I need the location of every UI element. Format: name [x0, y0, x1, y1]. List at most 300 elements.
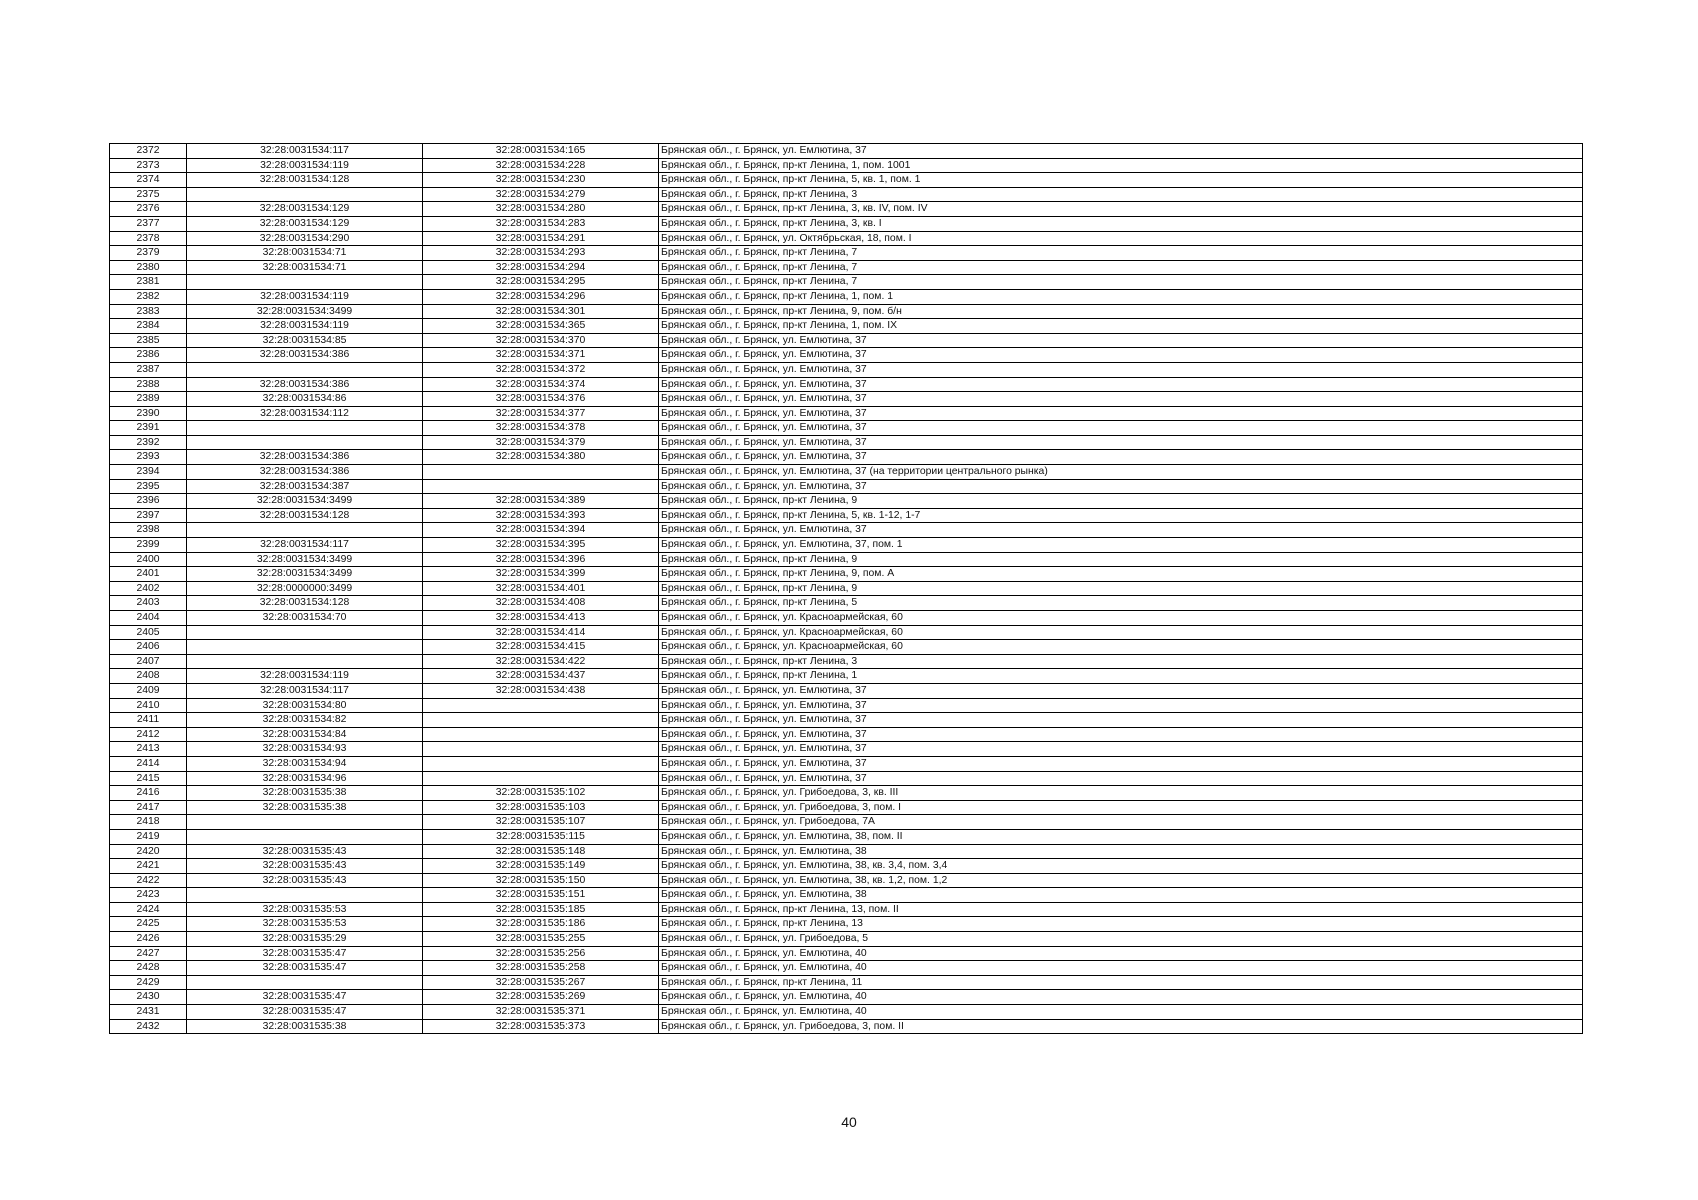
object-cadastral-cell: 32:28:0031534:396 — [423, 552, 659, 567]
land-cadastral-cell: 32:28:0031534:386 — [187, 377, 423, 392]
table-row — [110, 596, 1583, 611]
land-cadastral-cell: 32:28:0031535:38 — [187, 1019, 423, 1034]
table-row — [110, 377, 1583, 392]
address-cell: Брянская обл., г. Брянск, ул. Емлютина, 37 (на территории центрального рынка) — [659, 465, 1583, 480]
object-cadastral-cell: 32:28:0031534:165 — [423, 144, 659, 159]
land-cadastral-cell — [187, 829, 423, 844]
table-row — [110, 713, 1583, 728]
row-number-cell: 2413 — [110, 742, 187, 757]
row-number-cell: 2426 — [110, 932, 187, 947]
address-cell: Брянская обл., г. Брянск, пр-кт Ленина, 7 — [659, 246, 1583, 261]
object-cadastral-cell — [423, 698, 659, 713]
row-number-cell: 2400 — [110, 552, 187, 567]
land-cadastral-cell: 32:28:0031534:387 — [187, 479, 423, 494]
land-cadastral-cell: 32:28:0031534:386 — [187, 348, 423, 363]
table-row — [110, 844, 1583, 859]
table-row — [110, 362, 1583, 377]
address-cell: Брянская обл., г. Брянск, пр-кт Ленина, 7 — [659, 260, 1583, 275]
row-number-cell: 2392 — [110, 435, 187, 450]
table-row — [110, 392, 1583, 407]
address-cell: Брянская обл., г. Брянск, ул. Красноармейская, 60 — [659, 611, 1583, 626]
row-number-cell: 2405 — [110, 625, 187, 640]
address-cell: Брянская обл., г. Брянск, пр-кт Ленина, 9 — [659, 494, 1583, 509]
address-cell: Брянская обл., г. Брянск, ул. Емлютина, 37 — [659, 756, 1583, 771]
land-cadastral-cell: 32:28:0031535:43 — [187, 844, 423, 859]
table-row — [110, 961, 1583, 976]
object-cadastral-cell: 32:28:0031534:389 — [423, 494, 659, 509]
table-row — [110, 946, 1583, 961]
row-number-cell: 2417 — [110, 800, 187, 815]
row-number-cell: 2389 — [110, 392, 187, 407]
address-cell: Брянская обл., г. Брянск, пр-кт Ленина, 11 — [659, 975, 1583, 990]
land-cadastral-cell — [187, 640, 423, 655]
object-cadastral-cell: 32:28:0031535:107 — [423, 815, 659, 830]
land-cadastral-cell — [187, 975, 423, 990]
address-cell: Брянская обл., г. Брянск, пр-кт Ленина, 13 — [659, 917, 1583, 932]
object-cadastral-cell: 32:28:0031535:149 — [423, 859, 659, 874]
object-cadastral-cell: 32:28:0031534:372 — [423, 362, 659, 377]
object-cadastral-cell: 32:28:0031534:408 — [423, 596, 659, 611]
land-cadastral-cell: 32:28:0031534:96 — [187, 771, 423, 786]
object-cadastral-cell: 32:28:0031534:413 — [423, 611, 659, 626]
row-number-cell: 2404 — [110, 611, 187, 626]
table-row — [110, 406, 1583, 421]
land-cadastral-cell — [187, 362, 423, 377]
address-cell: Брянская обл., г. Брянск, ул. Октябрьская, 18, пом. I — [659, 231, 1583, 246]
object-cadastral-cell: 32:28:0031534:393 — [423, 508, 659, 523]
object-cadastral-cell — [423, 756, 659, 771]
address-cell: Брянская обл., г. Брянск, пр-кт Ленина, 9 — [659, 552, 1583, 567]
object-cadastral-cell: 32:28:0031534:377 — [423, 406, 659, 421]
object-cadastral-cell: 32:28:0031534:415 — [423, 640, 659, 655]
address-cell: Брянская обл., г. Брянск, ул. Грибоедова, 3, пом. II — [659, 1019, 1583, 1034]
table-row — [110, 1019, 1583, 1034]
row-number-cell: 2421 — [110, 859, 187, 874]
land-cadastral-cell: 32:28:0031534:119 — [187, 158, 423, 173]
land-cadastral-cell: 32:28:0031534:386 — [187, 450, 423, 465]
object-cadastral-cell: 32:28:0031534:438 — [423, 683, 659, 698]
land-cadastral-cell — [187, 421, 423, 436]
row-number-cell: 2399 — [110, 538, 187, 553]
land-cadastral-cell: 32:28:0031534:119 — [187, 669, 423, 684]
land-cadastral-cell: 32:28:0031534:117 — [187, 683, 423, 698]
row-number-cell: 2418 — [110, 815, 187, 830]
object-cadastral-cell: 32:28:0031535:148 — [423, 844, 659, 859]
address-cell: Брянская обл., г. Брянск, ул. Емлютина, 37 — [659, 698, 1583, 713]
address-cell: Брянская обл., г. Брянск, ул. Емлютина, 40 — [659, 946, 1583, 961]
row-number-cell: 2409 — [110, 683, 187, 698]
address-cell: Брянская обл., г. Брянск, пр-кт Ленина, 3 — [659, 654, 1583, 669]
land-cadastral-cell: 32:28:0031534:71 — [187, 260, 423, 275]
address-cell: Брянская обл., г. Брянск, пр-кт Ленина, 3, кв. IV, пом. IV — [659, 202, 1583, 217]
land-cadastral-cell: 32:28:0031534:386 — [187, 465, 423, 480]
row-number-cell: 2376 — [110, 202, 187, 217]
land-cadastral-cell: 32:28:0031534:119 — [187, 319, 423, 334]
row-number-cell: 2373 — [110, 158, 187, 173]
address-cell: Брянская обл., г. Брянск, пр-кт Ленина, 3 — [659, 187, 1583, 202]
table-row — [110, 231, 1583, 246]
row-number-cell: 2388 — [110, 377, 187, 392]
table-row — [110, 932, 1583, 947]
land-cadastral-cell: 32:28:0031534:117 — [187, 538, 423, 553]
land-cadastral-cell — [187, 654, 423, 669]
address-cell: Брянская обл., г. Брянск, ул. Емлютина, 38 — [659, 844, 1583, 859]
table-row — [110, 756, 1583, 771]
row-number-cell: 2407 — [110, 654, 187, 669]
object-cadastral-cell: 32:28:0031534:283 — [423, 216, 659, 231]
object-cadastral-cell: 32:28:0031535:186 — [423, 917, 659, 932]
table-row — [110, 144, 1583, 159]
object-cadastral-cell: 32:28:0031534:294 — [423, 260, 659, 275]
row-number-cell: 2401 — [110, 567, 187, 582]
row-number-cell: 2425 — [110, 917, 187, 932]
table-row — [110, 319, 1583, 334]
land-cadastral-cell: 32:28:0031535:47 — [187, 946, 423, 961]
object-cadastral-cell: 32:28:0031534:437 — [423, 669, 659, 684]
address-cell: Брянская обл., г. Брянск, пр-кт Ленина, 1, пом. 1001 — [659, 158, 1583, 173]
address-cell: Брянская обл., г. Брянск, ул. Емлютина, 37 — [659, 377, 1583, 392]
table-row — [110, 187, 1583, 202]
object-cadastral-cell: 32:28:0031534:401 — [423, 581, 659, 596]
address-cell: Брянская обл., г. Брянск, ул. Красноармейская, 60 — [659, 625, 1583, 640]
land-cadastral-cell — [187, 523, 423, 538]
land-cadastral-cell: 32:28:0031534:128 — [187, 508, 423, 523]
table-row — [110, 975, 1583, 990]
address-cell: Брянская обл., г. Брянск, ул. Емлютина, 37 — [659, 713, 1583, 728]
address-cell: Брянская обл., г. Брянск, ул. Емлютина, 37 — [659, 144, 1583, 159]
row-number-cell: 2416 — [110, 786, 187, 801]
address-cell: Брянская обл., г. Брянск, ул. Емлютина, 40 — [659, 990, 1583, 1005]
address-cell: Брянская обл., г. Брянск, ул. Емлютина, 37 — [659, 771, 1583, 786]
table-row — [110, 888, 1583, 903]
table-row — [110, 1005, 1583, 1020]
object-cadastral-cell: 32:28:0031534:280 — [423, 202, 659, 217]
row-number-cell: 2415 — [110, 771, 187, 786]
object-cadastral-cell: 32:28:0031534:394 — [423, 523, 659, 538]
row-number-cell: 2402 — [110, 581, 187, 596]
object-cadastral-cell: 32:28:0031534:371 — [423, 348, 659, 363]
address-cell: Брянская обл., г. Брянск, пр-кт Ленина, 1, пом. 1 — [659, 289, 1583, 304]
land-cadastral-cell: 32:28:0031535:53 — [187, 917, 423, 932]
table-row — [110, 202, 1583, 217]
land-cadastral-cell: 32:28:0031534:94 — [187, 756, 423, 771]
table-row — [110, 567, 1583, 582]
object-cadastral-cell: 32:28:0031535:256 — [423, 946, 659, 961]
land-cadastral-cell: 32:28:0031534:119 — [187, 289, 423, 304]
row-number-cell: 2424 — [110, 902, 187, 917]
land-cadastral-cell: 32:28:0031534:82 — [187, 713, 423, 728]
land-cadastral-cell: 32:28:0031534:112 — [187, 406, 423, 421]
land-cadastral-cell — [187, 435, 423, 450]
object-cadastral-cell: 32:28:0031534:422 — [423, 654, 659, 669]
table-row — [110, 727, 1583, 742]
table-row — [110, 902, 1583, 917]
object-cadastral-cell: 32:28:0031535:373 — [423, 1019, 659, 1034]
object-cadastral-cell: 32:28:0031534:293 — [423, 246, 659, 261]
land-cadastral-cell: 32:28:0031534:84 — [187, 727, 423, 742]
object-cadastral-cell: 32:28:0031534:295 — [423, 275, 659, 290]
row-number-cell: 2423 — [110, 888, 187, 903]
object-cadastral-cell: 32:28:0031535:258 — [423, 961, 659, 976]
land-cadastral-cell: 32:28:0031535:43 — [187, 873, 423, 888]
row-number-cell: 2396 — [110, 494, 187, 509]
address-cell: Брянская обл., г. Брянск, пр-кт Ленина, 5 — [659, 596, 1583, 611]
table-row — [110, 771, 1583, 786]
address-cell: Брянская обл., г. Брянск, ул. Емлютина, 37 — [659, 479, 1583, 494]
object-cadastral-cell: 32:28:0031535:255 — [423, 932, 659, 947]
address-cell: Брянская обл., г. Брянск, пр-кт Ленина, 1, пом. IX — [659, 319, 1583, 334]
row-number-cell: 2375 — [110, 187, 187, 202]
object-cadastral-cell: 32:28:0031534:365 — [423, 319, 659, 334]
address-cell: Брянская обл., г. Брянск, ул. Емлютина, 38, пом. II — [659, 829, 1583, 844]
address-cell: Брянская обл., г. Брянск, ул. Емлютина, 37 — [659, 348, 1583, 363]
land-cadastral-cell: 32:28:0031534:70 — [187, 611, 423, 626]
row-number-cell: 2381 — [110, 275, 187, 290]
address-cell: Брянская обл., г. Брянск, пр-кт Ленина, 3, кв. I — [659, 216, 1583, 231]
object-cadastral-cell: 32:28:0031535:102 — [423, 786, 659, 801]
row-number-cell: 2408 — [110, 669, 187, 684]
land-cadastral-cell — [187, 625, 423, 640]
address-cell: Брянская обл., г. Брянск, ул. Емлютина, 38 — [659, 888, 1583, 903]
land-cadastral-cell: 32:28:0031534:3499 — [187, 552, 423, 567]
object-cadastral-cell: 32:28:0031534:228 — [423, 158, 659, 173]
address-cell: Брянская обл., г. Брянск, ул. Красноармейская, 60 — [659, 640, 1583, 655]
object-cadastral-cell: 32:28:0031535:267 — [423, 975, 659, 990]
row-number-cell: 2378 — [110, 231, 187, 246]
row-number-cell: 2384 — [110, 319, 187, 334]
table-row — [110, 465, 1583, 480]
land-cadastral-cell: 32:28:0000000:3499 — [187, 581, 423, 596]
row-number-cell: 2380 — [110, 260, 187, 275]
row-number-cell: 2386 — [110, 348, 187, 363]
table-row — [110, 538, 1583, 553]
land-cadastral-cell: 32:28:0031534:3499 — [187, 304, 423, 319]
address-cell: Брянская обл., г. Брянск, ул. Грибоедова, 3, кв. III — [659, 786, 1583, 801]
table-row — [110, 494, 1583, 509]
object-cadastral-cell: 32:28:0031534:399 — [423, 567, 659, 582]
table-row — [110, 581, 1583, 596]
land-cadastral-cell: 32:28:0031535:47 — [187, 1005, 423, 1020]
row-number-cell: 2382 — [110, 289, 187, 304]
address-cell: Брянская обл., г. Брянск, пр-кт Ленина, 9, пом. А — [659, 567, 1583, 582]
row-number-cell: 2432 — [110, 1019, 187, 1034]
land-cadastral-cell: 32:28:0031534:71 — [187, 246, 423, 261]
table-row — [110, 669, 1583, 684]
address-cell: Брянская обл., г. Брянск, ул. Емлютина, 38, кв. 1,2, пом. 1,2 — [659, 873, 1583, 888]
row-number-cell: 2411 — [110, 713, 187, 728]
table-row — [110, 421, 1583, 436]
object-cadastral-cell: 32:28:0031534:370 — [423, 333, 659, 348]
address-cell: Брянская обл., г. Брянск, пр-кт Ленина, 13, пом. II — [659, 902, 1583, 917]
address-cell: Брянская обл., г. Брянск, ул. Емлютина, 37 — [659, 333, 1583, 348]
row-number-cell: 2427 — [110, 946, 187, 961]
table-row — [110, 815, 1583, 830]
row-number-cell: 2429 — [110, 975, 187, 990]
table-row — [110, 216, 1583, 231]
registry-table — [109, 143, 1583, 1034]
table-row — [110, 552, 1583, 567]
object-cadastral-cell: 32:28:0031535:151 — [423, 888, 659, 903]
object-cadastral-cell: 32:28:0031534:291 — [423, 231, 659, 246]
object-cadastral-cell: 32:28:0031535:269 — [423, 990, 659, 1005]
row-number-cell: 2431 — [110, 1005, 187, 1020]
object-cadastral-cell: 32:28:0031534:296 — [423, 289, 659, 304]
land-cadastral-cell: 32:28:0031534:128 — [187, 596, 423, 611]
object-cadastral-cell: 32:28:0031535:103 — [423, 800, 659, 815]
object-cadastral-cell: 32:28:0031534:414 — [423, 625, 659, 640]
address-cell: Брянская обл., г. Брянск, ул. Емлютина, 37 — [659, 727, 1583, 742]
row-number-cell: 2383 — [110, 304, 187, 319]
row-number-cell: 2385 — [110, 333, 187, 348]
address-cell: Брянская обл., г. Брянск, ул. Емлютина, 37 — [659, 523, 1583, 538]
table-row — [110, 859, 1583, 874]
land-cadastral-cell: 32:28:0031534:3499 — [187, 494, 423, 509]
table-row — [110, 800, 1583, 815]
address-cell: Брянская обл., г. Брянск, ул. Грибоедова, 7А — [659, 815, 1583, 830]
object-cadastral-cell: 32:28:0031534:230 — [423, 173, 659, 188]
page-number: 40 — [841, 1114, 857, 1130]
row-number-cell: 2419 — [110, 829, 187, 844]
address-cell: Брянская обл., г. Брянск, пр-кт Ленина, 9 — [659, 581, 1583, 596]
object-cadastral-cell: 32:28:0031535:371 — [423, 1005, 659, 1020]
address-cell: Брянская обл., г. Брянск, ул. Емлютина, 37 — [659, 406, 1583, 421]
table-row — [110, 786, 1583, 801]
object-cadastral-cell: 32:28:0031534:301 — [423, 304, 659, 319]
land-cadastral-cell: 32:28:0031534:129 — [187, 202, 423, 217]
land-cadastral-cell: 32:28:0031534:80 — [187, 698, 423, 713]
land-cadastral-cell: 32:28:0031534:85 — [187, 333, 423, 348]
table-row — [110, 173, 1583, 188]
object-cadastral-cell — [423, 713, 659, 728]
address-cell: Брянская обл., г. Брянск, пр-кт Ленина, 9, пом. б/н — [659, 304, 1583, 319]
row-number-cell: 2377 — [110, 216, 187, 231]
table-row — [110, 611, 1583, 626]
address-cell: Брянская обл., г. Брянск, ул. Емлютина, 38, кв. 3,4, пом. 3,4 — [659, 859, 1583, 874]
table-row — [110, 698, 1583, 713]
table-row — [110, 508, 1583, 523]
address-cell: Брянская обл., г. Брянск, ул. Емлютина, 37 — [659, 421, 1583, 436]
object-cadastral-cell: 32:28:0031534:379 — [423, 435, 659, 450]
address-cell: Брянская обл., г. Брянск, пр-кт Ленина, 5, кв. 1-12, 1-7 — [659, 508, 1583, 523]
land-cadastral-cell: 32:28:0031535:43 — [187, 859, 423, 874]
table-row — [110, 348, 1583, 363]
table-row — [110, 304, 1583, 319]
land-cadastral-cell: 32:28:0031535:47 — [187, 961, 423, 976]
land-cadastral-cell: 32:28:0031534:93 — [187, 742, 423, 757]
land-cadastral-cell — [187, 187, 423, 202]
table-row — [110, 260, 1583, 275]
address-cell: Брянская обл., г. Брянск, ул. Емлютина, 37 — [659, 435, 1583, 450]
object-cadastral-cell: 32:28:0031534:378 — [423, 421, 659, 436]
object-cadastral-cell — [423, 742, 659, 757]
land-cadastral-cell: 32:28:0031535:38 — [187, 786, 423, 801]
table-row — [110, 450, 1583, 465]
address-cell: Брянская обл., г. Брянск, ул. Емлютина, 37 — [659, 362, 1583, 377]
table-row — [110, 917, 1583, 932]
table-row — [110, 435, 1583, 450]
row-number-cell: 2379 — [110, 246, 187, 261]
table-row — [110, 829, 1583, 844]
table-row — [110, 873, 1583, 888]
object-cadastral-cell: 32:28:0031535:150 — [423, 873, 659, 888]
row-number-cell: 2390 — [110, 406, 187, 421]
table-row — [110, 479, 1583, 494]
address-cell: Брянская обл., г. Брянск, ул. Емлютина, 40 — [659, 1005, 1583, 1020]
object-cadastral-cell — [423, 727, 659, 742]
address-cell: Брянская обл., г. Брянск, ул. Емлютина, 37, пом. 1 — [659, 538, 1583, 553]
table-row — [110, 990, 1583, 1005]
table-row — [110, 683, 1583, 698]
registry-table-body — [110, 144, 1583, 1034]
row-number-cell: 2412 — [110, 727, 187, 742]
row-number-cell: 2422 — [110, 873, 187, 888]
land-cadastral-cell — [187, 888, 423, 903]
row-number-cell: 2393 — [110, 450, 187, 465]
table-row — [110, 289, 1583, 304]
object-cadastral-cell: 32:28:0031534:380 — [423, 450, 659, 465]
table-row — [110, 523, 1583, 538]
row-number-cell: 2430 — [110, 990, 187, 1005]
address-cell: Брянская обл., г. Брянск, ул. Емлютина, 37 — [659, 392, 1583, 407]
object-cadastral-cell: 32:28:0031534:395 — [423, 538, 659, 553]
land-cadastral-cell: 32:28:0031535:29 — [187, 932, 423, 947]
object-cadastral-cell — [423, 479, 659, 494]
land-cadastral-cell: 32:28:0031534:129 — [187, 216, 423, 231]
row-number-cell: 2387 — [110, 362, 187, 377]
row-number-cell: 2397 — [110, 508, 187, 523]
table-row — [110, 333, 1583, 348]
address-cell: Брянская обл., г. Брянск, пр-кт Ленина, 7 — [659, 275, 1583, 290]
object-cadastral-cell: 32:28:0031535:115 — [423, 829, 659, 844]
row-number-cell: 2403 — [110, 596, 187, 611]
land-cadastral-cell: 32:28:0031534:117 — [187, 144, 423, 159]
row-number-cell: 2374 — [110, 173, 187, 188]
address-cell: Брянская обл., г. Брянск, ул. Грибоедова, 5 — [659, 932, 1583, 947]
row-number-cell: 2420 — [110, 844, 187, 859]
row-number-cell: 2372 — [110, 144, 187, 159]
table-row — [110, 654, 1583, 669]
table-row — [110, 625, 1583, 640]
address-cell: Брянская обл., г. Брянск, ул. Грибоедова, 3, пом. I — [659, 800, 1583, 815]
address-cell: Брянская обл., г. Брянск, ул. Емлютина, 40 — [659, 961, 1583, 976]
object-cadastral-cell: 32:28:0031534:376 — [423, 392, 659, 407]
land-cadastral-cell: 32:28:0031535:38 — [187, 800, 423, 815]
row-number-cell: 2395 — [110, 479, 187, 494]
table-row — [110, 158, 1583, 173]
address-cell: Брянская обл., г. Брянск, ул. Емлютина, 37 — [659, 683, 1583, 698]
table-row — [110, 275, 1583, 290]
row-number-cell: 2428 — [110, 961, 187, 976]
row-number-cell: 2391 — [110, 421, 187, 436]
land-cadastral-cell: 32:28:0031534:86 — [187, 392, 423, 407]
address-cell: Брянская обл., г. Брянск, ул. Емлютина, 37 — [659, 450, 1583, 465]
row-number-cell: 2410 — [110, 698, 187, 713]
object-cadastral-cell: 32:28:0031534:279 — [423, 187, 659, 202]
address-cell: Брянская обл., г. Брянск, пр-кт Ленина, 1 — [659, 669, 1583, 684]
row-number-cell: 2414 — [110, 756, 187, 771]
land-cadastral-cell: 32:28:0031534:290 — [187, 231, 423, 246]
address-cell: Брянская обл., г. Брянск, ул. Емлютина, 37 — [659, 742, 1583, 757]
table-row — [110, 742, 1583, 757]
row-number-cell: 2394 — [110, 465, 187, 480]
table-row — [110, 246, 1583, 261]
land-cadastral-cell — [187, 275, 423, 290]
land-cadastral-cell: 32:28:0031535:47 — [187, 990, 423, 1005]
object-cadastral-cell: 32:28:0031535:185 — [423, 902, 659, 917]
table-row — [110, 640, 1583, 655]
object-cadastral-cell: 32:28:0031534:374 — [423, 377, 659, 392]
row-number-cell: 2398 — [110, 523, 187, 538]
